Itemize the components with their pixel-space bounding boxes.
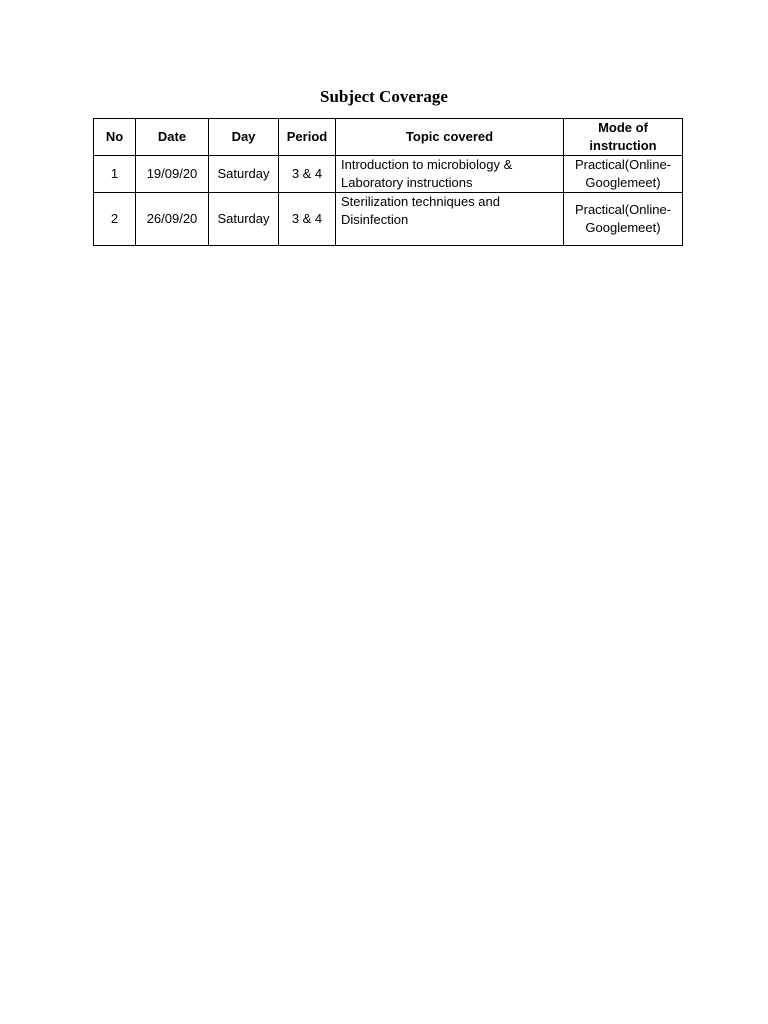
cell-day-text: Saturday xyxy=(217,211,270,226)
cell-no: 1 xyxy=(94,156,136,193)
cell-day xyxy=(209,156,279,193)
cell-mode-text: Practical(Online-Googlemeet) xyxy=(574,202,672,235)
subject-coverage-table xyxy=(93,118,683,246)
header-topic: Topic covered xyxy=(336,119,564,156)
table-header-row xyxy=(94,119,683,156)
cell-topic: Introduction to microbiology & Laboratory instructions xyxy=(336,156,564,193)
cell-topic: Sterilization techniques and Disinfection xyxy=(336,193,564,246)
cell-mode-text: Practical(Online-Googlemeet) xyxy=(574,157,672,190)
header-date: Date xyxy=(136,119,209,156)
cell-period: 3 & 4 xyxy=(279,156,336,193)
cell-no: 2 xyxy=(94,193,136,246)
header-mode-text: Mode of instruction xyxy=(589,120,657,153)
cell-day xyxy=(209,193,279,246)
cell-day-text: Saturday xyxy=(217,166,270,181)
cell-date: 26/09/20 xyxy=(136,193,209,246)
header-day: Day xyxy=(209,119,279,156)
header-no: No xyxy=(94,119,136,156)
cell-period: 3 & 4 xyxy=(279,193,336,246)
page-title: Subject Coverage xyxy=(320,87,448,106)
table-row xyxy=(94,193,683,246)
cell-mode xyxy=(564,156,683,193)
table-row xyxy=(94,156,683,193)
header-period: Period xyxy=(279,119,336,156)
cell-mode xyxy=(564,193,683,246)
header-mode xyxy=(564,119,683,156)
cell-date: 19/09/20 xyxy=(136,156,209,193)
